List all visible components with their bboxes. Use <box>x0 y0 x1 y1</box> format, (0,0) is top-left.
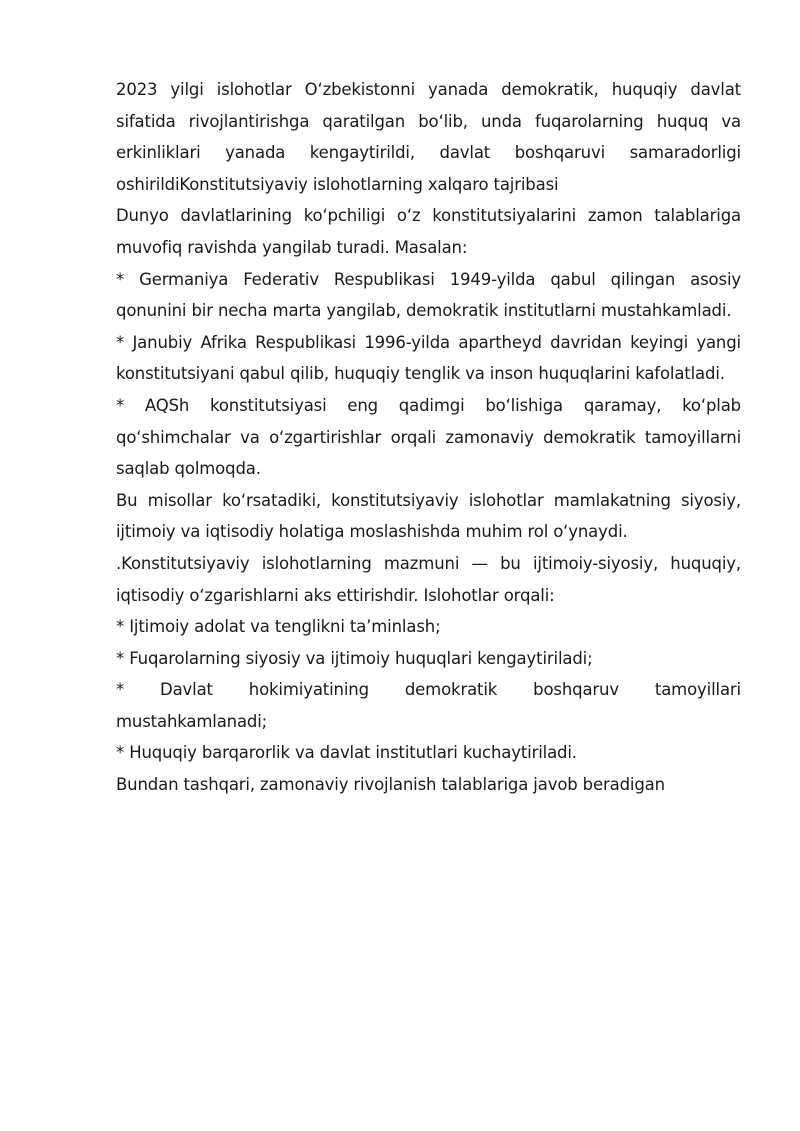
document-page <box>116 74 741 801</box>
list-item-usa: * AQSh konstitutsiyasi eng qadimgi bo‘lishiga qaramay, ko‘plab qo‘shimchalar va o‘zgartirishlar orqali zamonaviy demokratik tamoyillarni saqlab qolmoqda. <box>116 395 741 479</box>
paragraph-reforms-2023: 2023 yilgi islohotlar O‘zbekistonni yanada demokratik, huquqiy davlat sifatida rivojlantirishga qaratilgan bo‘lib, unda fuqarolarning huquq va erkinliklari yanada kengaytirildi, davlat boshqaruvi samaradorligi oshirildiKonstitutsiyaviy islohotlarning xalqaro tajribasi <box>116 80 741 194</box>
list-item-legal-stability: * Huquqiy barqarorlik va davlat institutlari kuchaytiriladi. <box>116 743 577 763</box>
paragraph-world-states: Dunyo davlatlarining ko‘pchiligi o‘z konstitutsiyalarini zamon talablariga muvofiq ravishda yangilab turadi. Masalan: <box>116 206 741 257</box>
list-item-south-africa: * Janubiy Afrika Respublikasi 1996-yilda apartheyd davridan keyingi yangi konstitutsiyani qabul qilib, huquqiy tenglik va inson huquqlarini kafolatladi. <box>116 332 741 384</box>
list-item-citizen-rights: * Fuqarolarning siyosiy va ijtimoiy huquqlari kengaytiriladi; <box>116 648 593 668</box>
paragraph-content-of-reforms: .Konstitutsiyaviy islohotlarning mazmuni — bu ijtimoiy-siyosiy, huquqiy, iqtisodiy o‘zgarishlarni aks ettirishdir. Islohotlar orqali: <box>116 553 741 605</box>
list-item-germany: * Germaniya Federativ Respublikasi 1949-yilda qabul qilingan asosiy qonunini bir necha marta yangilab, demokratik institutlarni mustahkamladi. <box>116 269 741 321</box>
paragraph-examples-show: Bu misollar ko‘rsatadiki, konstitutsiyaviy islohotlar mamlakatning siyosiy, ijtimoiy va iqtisodiy holatiga moslashishda muhim rol o‘ynaydi. <box>116 490 741 542</box>
list-item-social-justice: * Ijtimoiy adolat va tenglikni ta’minlash; <box>116 617 441 637</box>
paragraph-additionally: Bundan tashqari, zamonaviy rivojlanish talablariga javob beradigan <box>116 775 665 795</box>
list-item-democratic-governance: * Davlat hokimiyatining demokratik boshqaruv tamoyillari mustahkamlanadi; <box>116 680 741 731</box>
